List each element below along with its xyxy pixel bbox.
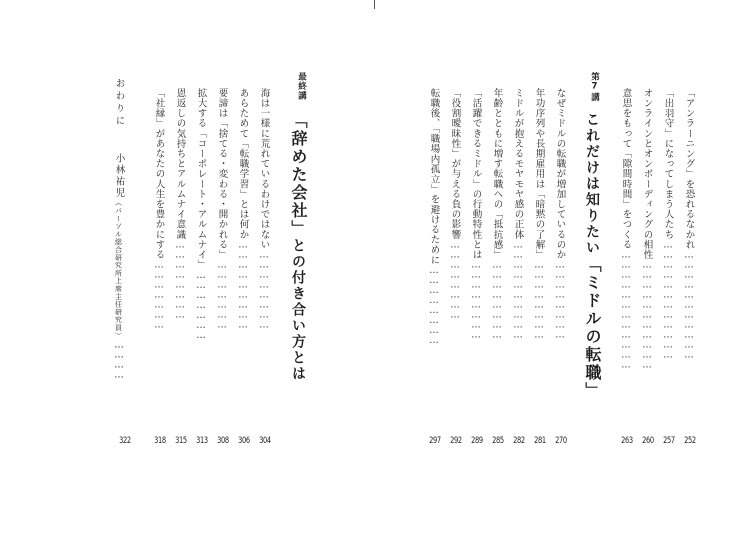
toc-entry-text: 年功序列や長期雇用は「暗黙の了解」	[533, 88, 545, 260]
leader-dots: ……………………	[449, 239, 461, 320]
leader-dots: …………………	[195, 269, 207, 340]
leader-dots: ……………………	[554, 259, 566, 340]
toc-entry-closing	[114, 78, 124, 379]
chapter-title	[290, 112, 306, 382]
toc-page-number: 282	[513, 436, 525, 446]
toc-page-number: 289	[471, 436, 483, 446]
toc-entry-ch6-4	[621, 88, 631, 370]
toc-entry-text: 意思をもって「隙間時間」をつくる	[620, 88, 632, 250]
toc-entry-final-3	[217, 88, 227, 330]
chapter-number: 第7講	[589, 72, 600, 102]
toc-entry-text: 拡大する「コーポレート・アルムナイ」	[195, 88, 207, 270]
toc-entry-ch6-1	[684, 88, 694, 360]
leader-dots: ………………………………	[662, 239, 674, 360]
toc-entry-ch7-7	[429, 88, 439, 345]
toc-page-number: 306	[238, 436, 250, 446]
leader-dots: …………………	[153, 259, 165, 330]
toc-page-number: 260	[642, 436, 654, 446]
closing-label: おわりに	[113, 78, 125, 128]
leader-dots: ……………………	[533, 259, 545, 340]
leader-dots: ……………………	[491, 259, 503, 340]
toc-page-number: 270	[555, 436, 567, 446]
toc-entry-text: 「役割曖昧性」が与える負の影響	[449, 88, 461, 240]
toc-entry-text: あらためて「転職学習」とは何か	[237, 88, 249, 240]
leader-dots: ……………………	[428, 265, 440, 346]
chapter-title-part-2: 「ミドルの転職」	[583, 256, 602, 400]
leader-dots: …………………	[216, 259, 228, 330]
leader-dots: ………………………	[237, 239, 249, 330]
toc-entry-ch7-6	[450, 88, 460, 320]
leader-dots: ……………………	[258, 249, 270, 330]
leader-dots: ………………………………	[620, 249, 632, 370]
toc-entry-text: 恩返しの気持ちとアルムナイ意識	[174, 88, 186, 240]
leader-dots: ……………………………	[641, 259, 653, 370]
toc-entry-text: オンラインとオンボーディングの相性	[641, 88, 653, 260]
leader-dots: ……………………	[470, 259, 482, 340]
leader-dots: ……………………………	[683, 249, 695, 360]
toc-page-number: 263	[621, 436, 633, 446]
toc-entry-final-1	[259, 88, 269, 330]
closing-author: 小林祐児	[113, 153, 125, 199]
toc-page-number: 285	[492, 436, 504, 446]
toc-page-number: 297	[429, 436, 441, 446]
toc-page-number: 318	[154, 436, 166, 446]
toc-entry-ch7-2	[534, 88, 544, 340]
toc-entry-text: 「出羽守」になってしまう人たち	[662, 88, 674, 240]
chapter-number: 最終講	[296, 72, 307, 101]
toc-entry-ch7-3	[513, 88, 523, 340]
closing-affiliation: （パーソル総合研究所上席主任研究員）	[114, 199, 123, 340]
toc-page-number: 257	[663, 436, 675, 446]
toc-entry-ch6-2	[663, 88, 673, 360]
toc-entry-text: ミドルが抱えるモヤモヤ感の正体	[512, 88, 524, 240]
leader-dots: ……………………	[174, 239, 186, 320]
toc-entry-text: 要諦は「捨てる・変わる・開かれる」	[216, 88, 228, 260]
toc-entry-final-5	[175, 88, 185, 320]
toc-entry-text: 年齢とともに増す転職への「抵抗感」	[491, 88, 503, 260]
toc-entry-ch7-5	[471, 88, 481, 340]
toc-entry-text: なぜミドルの転職が増加しているのか	[554, 88, 566, 260]
leader-dots: …………	[113, 339, 125, 380]
toc-entry-ch7-1	[555, 88, 565, 340]
toc-entry-text: 「アンラーニング」を恐れるなかれ	[683, 88, 695, 250]
chapter-title	[584, 112, 600, 400]
toc-page-number: 315	[175, 436, 187, 446]
gutter-mark	[374, 0, 375, 9]
leader-dots: …………………………	[512, 239, 524, 340]
toc-page-number: 292	[450, 436, 462, 446]
toc-entry-text: 海は一様に荒れているわけではない	[258, 88, 270, 250]
toc-entry-ch6-3	[642, 88, 652, 370]
toc-entry-text: 「社縁」があなたの人生を豊かにする	[153, 88, 165, 260]
toc-entry-ch7-4	[492, 88, 502, 340]
toc-page-number: 322	[119, 436, 131, 446]
chapter-title-part-2: との付き合い方とは	[290, 238, 306, 382]
toc-entry-final-6	[154, 88, 164, 330]
toc-page-number: 281	[534, 436, 546, 446]
toc-page-number: 252	[684, 436, 696, 446]
toc-page-number: 313	[196, 436, 208, 446]
toc-page-number: 308	[217, 436, 229, 446]
toc-page-number: 304	[259, 436, 271, 446]
toc-entry-text: 転職後、「職場内孤立」を避けるために	[428, 88, 440, 266]
toc-entry-text: 「活躍できるミドル」の行動特性とは	[470, 88, 482, 260]
toc-entry-final-2	[238, 88, 248, 330]
chapter-title-part-1: これだけは知りたい	[584, 112, 600, 256]
toc-entry-final-4	[196, 88, 206, 340]
chapter-title-part-1: 「辞めた会社」	[289, 112, 308, 238]
